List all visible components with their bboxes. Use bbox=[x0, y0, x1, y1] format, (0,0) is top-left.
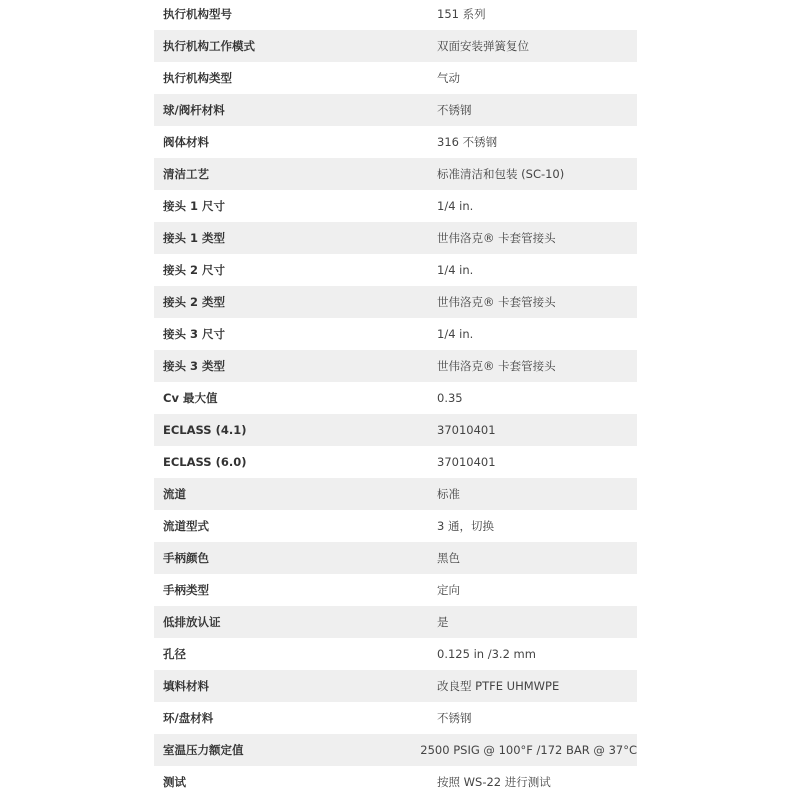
table-row bbox=[154, 670, 637, 702]
spec-label: 阀体材料 bbox=[163, 135, 209, 149]
spec-label: 测试 bbox=[163, 775, 186, 789]
spec-value: 定向 bbox=[437, 583, 460, 597]
spec-value: 黑色 bbox=[437, 551, 460, 565]
spec-label: ECLASS (4.1) bbox=[163, 423, 247, 437]
table-row bbox=[154, 638, 637, 670]
spec-value: 0.35 bbox=[437, 391, 463, 405]
table-row bbox=[154, 254, 637, 286]
spec-label: 手柄类型 bbox=[163, 583, 209, 597]
spec-value: 不锈钢 bbox=[437, 711, 472, 725]
spec-value: 不锈钢 bbox=[437, 103, 472, 117]
spec-value: 世伟洛克® 卡套管接头 bbox=[437, 231, 556, 245]
spec-label: 执行机构类型 bbox=[163, 71, 232, 85]
spec-value: 37010401 bbox=[437, 455, 496, 469]
spec-value: 双面安装弹簧复位 bbox=[437, 39, 529, 53]
table-row bbox=[154, 766, 637, 798]
table-row bbox=[154, 126, 637, 158]
table-row bbox=[154, 190, 637, 222]
spec-label: Cv 最大值 bbox=[163, 391, 218, 405]
table-row bbox=[154, 606, 637, 638]
spec-value: 按照 WS-22 进行测试 bbox=[437, 775, 551, 789]
table-row bbox=[154, 510, 637, 542]
spec-label: 球/阀杆材料 bbox=[163, 103, 225, 117]
table-row bbox=[154, 414, 637, 446]
spec-value: 气动 bbox=[437, 71, 460, 85]
spec-value: 世伟洛克® 卡套管接头 bbox=[437, 295, 556, 309]
spec-value: 151 系列 bbox=[437, 7, 486, 21]
spec-value: 改良型 PTFE UHMWPE bbox=[437, 679, 560, 693]
spec-label: 接头 3 类型 bbox=[163, 359, 226, 373]
spec-label: ECLASS (6.0) bbox=[163, 455, 247, 469]
table-row bbox=[154, 478, 637, 510]
spec-value: 标准清洁和包装 (SC-10) bbox=[437, 167, 565, 181]
table-row bbox=[154, 382, 637, 414]
spec-table bbox=[154, 0, 637, 798]
table-row bbox=[154, 0, 637, 30]
table-row bbox=[154, 542, 637, 574]
table-row bbox=[154, 286, 637, 318]
spec-value: 标准 bbox=[437, 487, 460, 501]
spec-value: 世伟洛克® 卡套管接头 bbox=[437, 359, 556, 373]
spec-label: 流道型式 bbox=[163, 519, 209, 533]
table-row bbox=[154, 318, 637, 350]
table-row bbox=[154, 94, 637, 126]
spec-label: 接头 3 尺寸 bbox=[163, 327, 226, 341]
spec-value: 0.125 in /3.2 mm bbox=[437, 647, 536, 661]
spec-label: 环/盘材料 bbox=[163, 711, 214, 725]
spec-label: 填料材料 bbox=[163, 679, 209, 693]
table-row bbox=[154, 702, 637, 734]
spec-label: 接头 2 尺寸 bbox=[163, 263, 226, 277]
table-row bbox=[154, 30, 637, 62]
spec-label: 接头 1 尺寸 bbox=[163, 199, 226, 213]
spec-label: 流道 bbox=[163, 487, 186, 501]
table-row bbox=[154, 574, 637, 606]
table-row bbox=[154, 222, 637, 254]
table-row bbox=[154, 158, 637, 190]
spec-label: 清洁工艺 bbox=[163, 167, 209, 181]
spec-label: 手柄颜色 bbox=[163, 551, 209, 565]
spec-label: 执行机构工作模式 bbox=[163, 39, 255, 53]
table-row bbox=[154, 734, 637, 766]
spec-value: 2500 PSIG @ 100°F /172 BAR @ 37°C bbox=[420, 743, 637, 757]
table-row bbox=[154, 446, 637, 478]
spec-value: 1/4 in. bbox=[437, 263, 474, 277]
spec-label: 孔径 bbox=[163, 647, 186, 661]
spec-label: 低排放认证 bbox=[163, 615, 221, 629]
spec-value: 37010401 bbox=[437, 423, 496, 437]
spec-label: 执行机构型号 bbox=[163, 7, 232, 21]
spec-value: 1/4 in. bbox=[437, 199, 474, 213]
spec-label: 接头 2 类型 bbox=[163, 295, 226, 309]
table-row bbox=[154, 62, 637, 94]
spec-value: 316 不锈钢 bbox=[437, 135, 498, 149]
spec-label: 接头 1 类型 bbox=[163, 231, 226, 245]
spec-value: 3 通，切换 bbox=[437, 519, 494, 533]
spec-value: 是 bbox=[437, 615, 449, 629]
spec-label: 室温压力额定值 bbox=[163, 743, 244, 757]
spec-value: 1/4 in. bbox=[437, 327, 474, 341]
table-row bbox=[154, 350, 637, 382]
